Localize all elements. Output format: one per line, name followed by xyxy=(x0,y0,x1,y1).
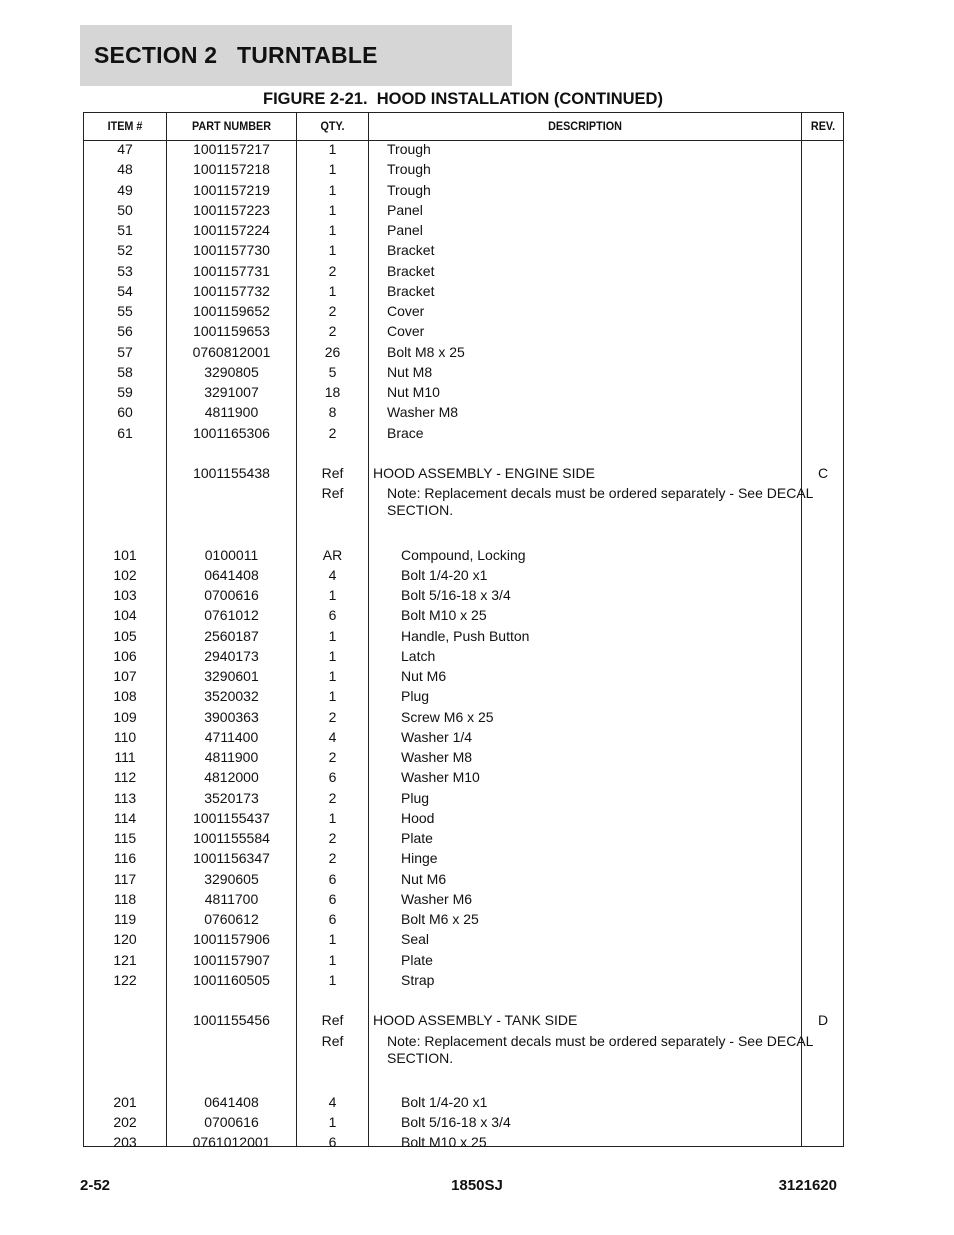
table-row xyxy=(84,728,843,748)
header-item: ITEM # xyxy=(107,119,143,133)
table-row xyxy=(84,930,843,950)
quantity: 1 xyxy=(328,161,337,178)
quantity: Ref xyxy=(321,485,344,502)
quantity: 8 xyxy=(328,404,337,421)
quantity: 4 xyxy=(328,1093,337,1110)
quantity: 6 xyxy=(328,1134,337,1151)
figure-title: FIGURE 2-21. HOOD INSTALLATION (CONTINUED) xyxy=(263,90,663,108)
table-row xyxy=(84,160,843,180)
part-number: 1001160505 xyxy=(193,971,270,988)
table-spacer xyxy=(84,525,843,545)
item-number: 52 xyxy=(117,242,133,259)
item-number: 121 xyxy=(113,951,137,968)
quantity: 2 xyxy=(328,830,337,846)
quantity: 1 xyxy=(328,971,337,988)
item-number: 47 xyxy=(117,141,133,157)
description: HOOD ASSEMBLY - TANK SIDE xyxy=(373,1012,578,1029)
quantity: 4 xyxy=(328,566,337,583)
table-row xyxy=(84,363,843,383)
table-row xyxy=(84,647,843,667)
quantity: 6 xyxy=(328,890,337,907)
part-number: 3291007 xyxy=(204,384,259,400)
table-row xyxy=(84,870,843,890)
quantity: 2 xyxy=(328,850,337,867)
quantity: 2 xyxy=(328,323,337,340)
part-number: 2560187 xyxy=(204,627,259,644)
header-qty: QTY. xyxy=(320,119,345,133)
description: Note: Replacement decals must be ordered separately - See DECAL SECTION. xyxy=(387,1032,813,1066)
description: Washer M6 xyxy=(401,890,473,907)
table-row xyxy=(84,302,843,322)
part-number: 1001157732 xyxy=(193,282,270,299)
item-number: 203 xyxy=(113,1134,137,1151)
quantity: 2 xyxy=(328,424,337,441)
quantity: 1 xyxy=(328,647,337,664)
table-row xyxy=(84,464,843,484)
table-row xyxy=(84,201,843,221)
table-row xyxy=(84,748,843,768)
part-number: 1001156347 xyxy=(193,850,270,867)
description: Nut M6 xyxy=(401,668,447,684)
part-number: 0700616 xyxy=(204,1114,259,1130)
part-number: 1001157217 xyxy=(193,141,270,157)
description: Plate xyxy=(401,830,433,846)
quantity: 6 xyxy=(328,607,337,624)
part-number: 4811900 xyxy=(204,404,259,421)
description: Bracket xyxy=(387,262,435,279)
description: Latch xyxy=(401,647,436,664)
item-number: 48 xyxy=(117,161,133,178)
description: Washer 1/4 xyxy=(401,728,473,745)
quantity: 1 xyxy=(328,1114,337,1130)
description: Hinge xyxy=(401,850,438,867)
header-description: DESCRIPTION xyxy=(548,119,622,133)
quantity: 4 xyxy=(328,728,337,745)
item-number: 112 xyxy=(113,769,137,786)
part-number: 1001159653 xyxy=(193,323,270,340)
item-number: 58 xyxy=(117,363,133,380)
part-number: 1001157906 xyxy=(193,931,270,948)
part-number: 3520173 xyxy=(204,789,259,806)
quantity: 2 xyxy=(328,303,337,319)
quantity: 1 xyxy=(328,181,337,198)
description: Bolt 5/16-18 x 3/4 xyxy=(401,1114,511,1130)
quantity: 1 xyxy=(328,668,337,684)
quantity: 6 xyxy=(328,870,337,887)
item-number: 118 xyxy=(113,890,137,907)
table-row xyxy=(84,627,843,647)
quantity: Ref xyxy=(321,465,344,481)
table-row xyxy=(84,910,843,930)
table-row xyxy=(84,221,843,241)
page-number: 2-52 xyxy=(80,1177,111,1194)
header-part-number: PART NUMBER xyxy=(191,119,272,133)
item-number: 117 xyxy=(113,870,137,887)
quantity: 6 xyxy=(328,911,337,927)
description: Strap xyxy=(401,971,435,988)
table-row xyxy=(84,322,843,342)
quantity: 1 xyxy=(328,627,337,644)
item-number: 114 xyxy=(113,809,137,826)
item-number: 49 xyxy=(117,181,133,198)
table-row xyxy=(84,849,843,869)
table-row xyxy=(84,403,843,423)
table-header xyxy=(84,113,843,141)
quantity: Ref xyxy=(321,1012,344,1029)
item-number: 110 xyxy=(113,728,137,745)
part-number: 1001157223 xyxy=(193,201,270,218)
description: Seal xyxy=(401,931,430,948)
description: Bolt M8 x 25 xyxy=(387,343,465,360)
item-number: 116 xyxy=(113,850,137,867)
item-number: 111 xyxy=(114,749,136,765)
table-row xyxy=(84,140,843,160)
table-row xyxy=(84,890,843,910)
description: Hood xyxy=(401,809,435,826)
part-number: 0641408 xyxy=(204,566,259,583)
description: Plug xyxy=(401,688,430,705)
description: Cover xyxy=(387,323,425,340)
part-number: 3520032 xyxy=(204,688,259,705)
item-number: 109 xyxy=(113,708,137,725)
part-number: 1001159652 xyxy=(193,303,270,319)
description: Note: Replacement decals must be ordered separately - See DECAL SECTION. xyxy=(387,485,813,519)
item-number: 55 xyxy=(117,303,133,319)
part-number: 0761012001 xyxy=(192,1134,271,1151)
part-number: 0641408 xyxy=(204,1093,259,1110)
table-row xyxy=(84,768,843,788)
part-number: 0100011 xyxy=(204,546,259,563)
description: Bracket xyxy=(387,282,435,299)
quantity: 26 xyxy=(324,343,341,360)
description: Panel xyxy=(387,222,423,238)
item-number: 120 xyxy=(113,931,137,948)
table-row xyxy=(84,606,843,626)
quantity: 18 xyxy=(324,384,341,400)
quantity: 1 xyxy=(328,688,337,705)
quantity: 5 xyxy=(328,363,337,380)
table-row xyxy=(84,262,843,282)
description: Bracket xyxy=(387,242,435,259)
table-row xyxy=(84,566,843,586)
quantity: 1 xyxy=(328,222,337,238)
table-row xyxy=(84,789,843,809)
revision: D xyxy=(817,1012,829,1029)
description: Nut M10 xyxy=(387,384,440,400)
table-row xyxy=(84,1011,843,1031)
description: Washer M10 xyxy=(401,769,480,786)
description: Nut M6 xyxy=(401,870,447,887)
revision: C xyxy=(817,465,829,481)
table-row xyxy=(84,1133,843,1153)
item-number: 119 xyxy=(113,911,137,927)
description: Trough xyxy=(387,181,431,198)
item-number: 101 xyxy=(113,546,137,563)
part-number: 1001157219 xyxy=(193,181,270,198)
description: HOOD ASSEMBLY - ENGINE SIDE xyxy=(373,465,595,481)
parts-table xyxy=(83,112,844,1151)
table-row xyxy=(84,1032,843,1073)
item-number: 105 xyxy=(113,627,137,644)
part-number: 0760812001 xyxy=(192,343,271,360)
quantity: 1 xyxy=(328,201,337,218)
table-row xyxy=(84,708,843,728)
quantity: 2 xyxy=(328,749,337,765)
item-number: 60 xyxy=(117,404,133,421)
item-number: 54 xyxy=(117,282,133,299)
table-row xyxy=(84,343,843,363)
part-number: 1001157218 xyxy=(193,161,270,178)
description: Cover xyxy=(387,303,425,319)
part-number: 3290601 xyxy=(204,668,259,684)
part-number: 1001155456 xyxy=(193,1012,270,1029)
section-title: SECTION 2 TURNTABLE xyxy=(94,42,378,68)
part-number: 1001155584 xyxy=(193,830,270,846)
table-row xyxy=(84,383,843,403)
table-row xyxy=(84,829,843,849)
description: Bolt 1/4-20 x1 xyxy=(401,1093,488,1110)
item-number: 51 xyxy=(117,222,133,238)
part-number: 1001155438 xyxy=(193,465,270,481)
quantity: 2 xyxy=(328,789,337,806)
description: Handle, Push Button xyxy=(401,627,530,644)
table-row xyxy=(84,951,843,971)
quantity: 1 xyxy=(328,282,337,299)
header-rev: REV. xyxy=(810,119,836,133)
quantity: 2 xyxy=(328,262,337,279)
table-row xyxy=(84,687,843,707)
part-number: 3290605 xyxy=(204,870,259,887)
quantity: 1 xyxy=(328,141,337,157)
part-number: 1001157731 xyxy=(193,262,270,279)
description: Bolt M6 x 25 xyxy=(401,911,479,927)
table-row xyxy=(84,1093,843,1113)
description: Brace xyxy=(387,424,424,441)
quantity: 1 xyxy=(328,242,337,259)
table-row xyxy=(84,181,843,201)
description: Plug xyxy=(401,789,430,806)
part-number: 1001155437 xyxy=(193,809,270,826)
table-body xyxy=(84,140,843,1154)
item-number: 50 xyxy=(117,201,133,218)
description: Washer M8 xyxy=(387,404,459,421)
part-number: 4711400 xyxy=(204,728,259,745)
part-number: 1001157730 xyxy=(193,242,270,259)
item-number: 59 xyxy=(117,384,133,400)
part-number: 3900363 xyxy=(204,708,259,725)
table-row xyxy=(84,971,843,991)
item-number: 202 xyxy=(113,1114,137,1130)
quantity: 1 xyxy=(328,951,337,968)
table-spacer xyxy=(84,444,843,464)
description: Bolt M10 x 25 xyxy=(401,607,487,624)
item-number: 201 xyxy=(113,1093,137,1110)
quantity: 6 xyxy=(328,769,337,786)
part-number: 2940173 xyxy=(204,647,259,664)
part-number: 1001157907 xyxy=(193,951,270,968)
table-row xyxy=(84,586,843,606)
item-number: 115 xyxy=(113,830,137,846)
item-number: 122 xyxy=(113,971,137,988)
item-number: 113 xyxy=(113,789,137,806)
table-row xyxy=(84,241,843,261)
description: Trough xyxy=(387,161,431,178)
item-number: 108 xyxy=(113,688,137,705)
part-number: 1001157224 xyxy=(193,222,270,238)
item-number: 104 xyxy=(113,607,137,624)
table-row xyxy=(84,424,843,444)
item-number: 61 xyxy=(117,424,133,441)
document-number: 3121620 xyxy=(778,1177,837,1194)
table-row xyxy=(84,1113,843,1133)
quantity: Ref xyxy=(321,1032,344,1049)
table-row xyxy=(84,546,843,566)
description: Panel xyxy=(387,201,423,218)
part-number: 0761012 xyxy=(204,607,259,624)
quantity: 1 xyxy=(328,931,337,948)
item-number: 57 xyxy=(117,343,133,360)
table-row xyxy=(84,667,843,687)
part-number: 3290805 xyxy=(204,363,259,380)
quantity: 1 xyxy=(328,809,337,826)
description: Bolt 1/4-20 x1 xyxy=(401,566,488,583)
section-header xyxy=(80,25,512,86)
item-number: 56 xyxy=(117,323,133,340)
item-number: 103 xyxy=(113,587,137,603)
description: Screw M6 x 25 xyxy=(401,708,494,725)
part-number: 4812000 xyxy=(204,769,259,786)
description: Compound, Locking xyxy=(401,546,526,563)
model-name: 1850SJ xyxy=(451,1177,503,1194)
table-spacer xyxy=(84,1073,843,1093)
item-number: 106 xyxy=(113,647,137,664)
quantity: 2 xyxy=(328,708,337,725)
description: Plate xyxy=(401,951,433,968)
description: Nut M8 xyxy=(387,363,433,380)
part-number: 4811700 xyxy=(204,890,259,907)
item-number: 107 xyxy=(113,668,137,684)
item-number: 102 xyxy=(113,566,137,583)
description: Trough xyxy=(387,141,431,157)
quantity: 1 xyxy=(328,587,337,603)
part-number: 1001165306 xyxy=(193,424,270,441)
table-spacer xyxy=(84,991,843,1011)
quantity: AR xyxy=(322,546,343,563)
part-number: 0700616 xyxy=(204,587,259,603)
table-row xyxy=(84,282,843,302)
description: Bolt 5/16-18 x 3/4 xyxy=(401,587,511,603)
description: Washer M8 xyxy=(401,749,473,765)
description: Bolt M10 x 25 xyxy=(401,1134,487,1151)
table-row xyxy=(84,484,843,525)
table-row xyxy=(84,809,843,829)
part-number: 0760612 xyxy=(204,911,259,927)
item-number: 53 xyxy=(117,262,133,279)
part-number: 4811900 xyxy=(204,749,259,765)
